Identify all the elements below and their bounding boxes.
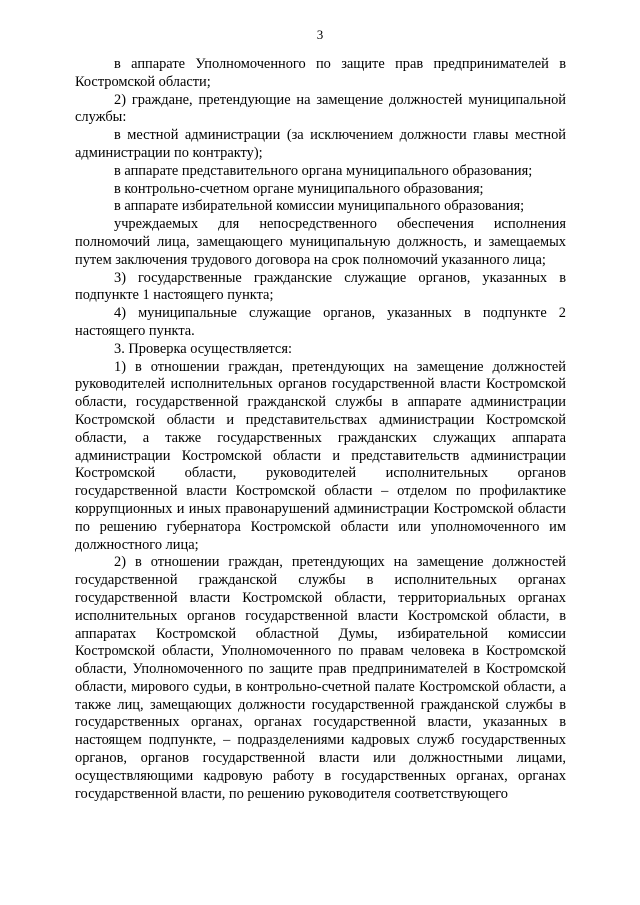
paragraph: 1) в отношении граждан, претендующих на замещение должностей руководителей исполнительных органов государственной власти Костромской области, государственной гражданской службы в аппарате администрации Костромской области и представительствах администрации Костромской области, а также государственных гражданских служащих аппарата администрации Костромской области и представительств администрации Костромской области, руководителей исполнительных органов государственной власти Костромской области – отделом по профилактике коррупционных и иных правонарушений администрации Костромской области по решению губернатора Костромской области или уполномоченного им должностного лица; xyxy=(75,358,566,553)
paragraph: учреждаемых для непосредственного обеспечения исполнения полномочий лица, замещающего муниципальную должность, и замещаемых путем заключения трудового договора на срок полномочий указанного лица; xyxy=(75,216,566,268)
paragraph: в контрольно-счетном органе муниципального образования; xyxy=(114,180,484,197)
page-number: 3 xyxy=(316,27,324,42)
document-body xyxy=(75,56,566,803)
paragraph: 4) муниципальные служащие органов, указанных в подпункте 2 настоящего пункта. xyxy=(75,305,566,339)
paragraph: 3) государственные гражданские служащие органов, указанных в подпункте 1 настоящего пункта; xyxy=(75,269,566,304)
paragraph: 2) граждане, претендующие на замещение должностей муниципальной службы: xyxy=(75,91,566,126)
paragraph: 2) в отношении граждан, претендующих на замещение должностей государственной гражданской службы в исполнительных органах государственной власти Костромской области, территориальных органах исполнительных органов государственной власти Костромской области, в аппаратах Костромской областной Думы, избирательной комиссии Костромской области, Уполномоченного по правам человека в Костромской области, Уполномоченного по защите прав предпринимателей в Костромской области, мирового судьи, в контрольно-счетной палате Костромской области, а также лиц, замещающих должности государственной гражданской службы в государственных органах, органах государственной власти, указанных в настоящем подпункте, – подразделениями кадровых служб государственных органов, органов государственной власти или должностными лицами, осуществляющими кадровую работу в государственных органах, органах государственной власти, по решению руководителя соответствующего xyxy=(75,554,566,802)
paragraph: в аппарате Уполномоченного по защите прав предпринимателей в Костромской области; xyxy=(75,56,566,90)
paragraph: 3. Проверка осуществляется: xyxy=(114,340,292,357)
paragraph: в местной администрации (за исключением должности главы местной администрации по контракту); xyxy=(75,127,566,161)
paragraph: в аппарате представительного органа муниципального образования; xyxy=(114,162,533,179)
paragraph: в аппарате избирательной комиссии муниципального образования; xyxy=(114,198,525,215)
